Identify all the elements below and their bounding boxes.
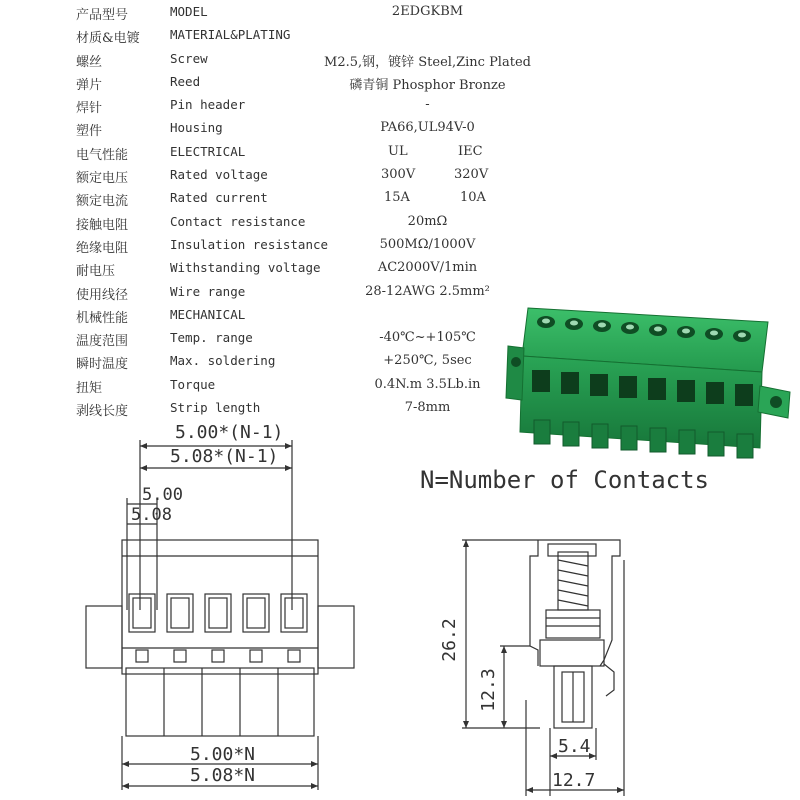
spec-label-cn: 电气性能 bbox=[76, 148, 129, 163]
spec-value-ul: UL bbox=[388, 144, 408, 159]
spec-label-en: Rated current bbox=[170, 190, 268, 205]
spec-label-en: Reed bbox=[170, 74, 201, 89]
spec-value: AC2000V/1min bbox=[377, 260, 478, 275]
spec-value-ul: 300V bbox=[381, 167, 416, 182]
spec-label-en: Pin header bbox=[170, 97, 246, 112]
spec-value: +250℃, 5sec bbox=[383, 353, 472, 368]
dim-pitch-1: 5.00 bbox=[142, 485, 183, 505]
spec-value: 28-12AWG 2.5mm² bbox=[365, 284, 490, 299]
spec-label-cn: 机械性能 bbox=[76, 311, 129, 326]
front-view-drawing bbox=[86, 440, 354, 790]
spec-label-cn: 弹片 bbox=[76, 78, 103, 93]
spec-label-cn: 扭矩 bbox=[76, 381, 103, 396]
spec-label-en: Withstanding voltage bbox=[170, 260, 321, 275]
spec-label-en: Wire range bbox=[170, 284, 246, 299]
spec-label-en: Max. soldering bbox=[170, 353, 276, 368]
dim-height-lower: 12.3 bbox=[478, 668, 499, 712]
spec-label-cn: 瞬时温度 bbox=[76, 357, 129, 372]
spec-label-en: Strip length bbox=[170, 400, 261, 415]
dim-depth-total: 12.7 bbox=[552, 770, 596, 791]
spec-label-en: MATERIAL&PLATING bbox=[170, 27, 291, 42]
spec-value: 2EDGKBM bbox=[391, 4, 464, 19]
spec-label-cn: 绝缘电阻 bbox=[76, 241, 129, 256]
side-view-drawing bbox=[462, 540, 624, 796]
spec-label-cn: 温度范围 bbox=[76, 334, 129, 349]
spec-value: 磷青铜 Phosphor Bronze bbox=[349, 78, 506, 93]
spec-value: 20mΩ bbox=[407, 214, 448, 229]
dim-depth-pin: 5.4 bbox=[558, 736, 591, 757]
spec-label-cn: 剥线长度 bbox=[76, 404, 129, 419]
spec-label-cn: 螺丝 bbox=[76, 55, 103, 70]
spec-value: -40℃~+105℃ bbox=[379, 330, 476, 345]
spec-value-ul: 15A bbox=[384, 190, 410, 205]
spec-label-cn: 额定电流 bbox=[76, 194, 129, 209]
spec-label-cn: 产品型号 bbox=[76, 8, 129, 23]
spec-label-en: Housing bbox=[170, 120, 223, 135]
spec-value: 0.4N.m 3.5Lb.in bbox=[374, 377, 481, 392]
spec-label-en: Insulation resistance bbox=[170, 237, 329, 252]
spec-label-en: Screw bbox=[170, 51, 208, 66]
spec-label-cn: 焊针 bbox=[76, 101, 103, 116]
spec-value-iec: IEC bbox=[458, 144, 483, 159]
spec-value-iec: 320V bbox=[454, 167, 489, 182]
spec-value: - bbox=[425, 97, 430, 112]
spec-label-en: ELECTRICAL bbox=[170, 144, 246, 159]
spec-value: 500MΩ/1000V bbox=[379, 237, 476, 252]
dim-height-total: 26.2 bbox=[439, 618, 460, 662]
spec-label-cn: 材质&电镀 bbox=[76, 31, 140, 46]
spec-label-cn: 塑件 bbox=[76, 124, 103, 139]
spec-value: PA66,UL94V-0 bbox=[380, 120, 475, 135]
dim-pitch-total-2: 5.08*(N-1) bbox=[170, 446, 279, 467]
spec-label-cn: 接触电阻 bbox=[76, 218, 129, 233]
spec-label-en: Torque bbox=[170, 377, 216, 392]
dim-width-2: 5.08*N bbox=[190, 765, 256, 786]
spec-label-en: MECHANICAL bbox=[170, 307, 246, 322]
product-image bbox=[506, 308, 790, 458]
dim-pitch-total-1: 5.00*(N-1) bbox=[175, 422, 284, 443]
dim-pitch-2: 5.08 bbox=[131, 505, 172, 525]
spec-label-cn: 使用线径 bbox=[76, 288, 129, 303]
spec-label-en: Contact resistance bbox=[170, 214, 306, 229]
spec-label-en: Rated voltage bbox=[170, 167, 268, 182]
spec-value: M2.5,钢，镀锌 Steel,Zinc Plated bbox=[324, 55, 531, 70]
contacts-note: N=Number of Contacts bbox=[420, 466, 709, 494]
spec-value-iec: 10A bbox=[460, 190, 486, 205]
spec-label-en: Temp. range bbox=[170, 330, 253, 345]
spec-label-en: MODEL bbox=[170, 4, 208, 19]
spec-label-cn: 额定电压 bbox=[76, 171, 129, 186]
spec-value: 7-8mm bbox=[404, 400, 451, 415]
spec-label-cn: 耐电压 bbox=[76, 264, 116, 279]
dim-width-1: 5.00*N bbox=[190, 744, 256, 765]
